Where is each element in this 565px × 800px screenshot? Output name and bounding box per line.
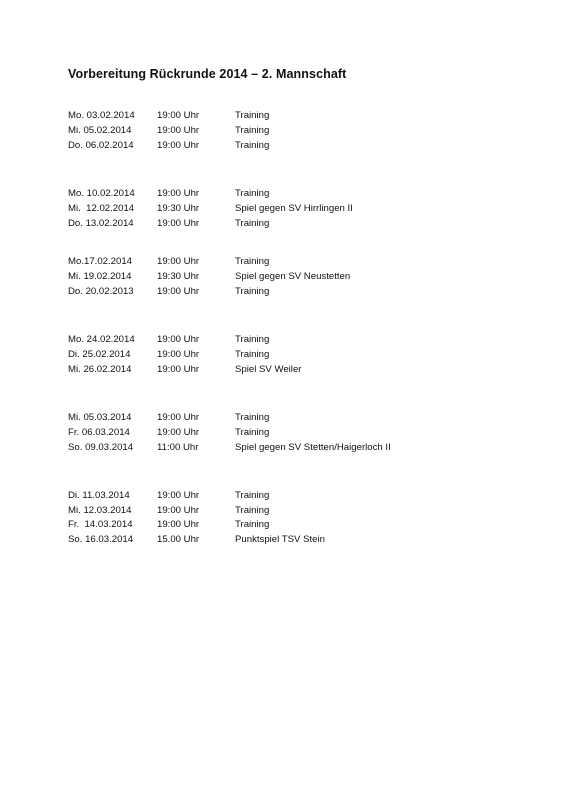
schedule-date: Mi. 05.02.2014 [68,125,132,136]
schedule-time: 19:00 Uhr [157,412,200,423]
schedule-row [0,202,565,216]
schedule-date: So. 16.03.2014 [68,534,134,545]
schedule-event: Training [235,286,270,297]
schedule-date: Do. 06.02.2014 [68,140,134,151]
schedule-time: 19:00 Uhr [157,110,200,121]
schedule-row [0,255,565,269]
schedule-event: Training [235,140,270,151]
schedule-row [0,333,565,347]
schedule-event: Training [235,188,270,199]
schedule-time: 19:00 Uhr [157,334,200,345]
schedule-time: 19:00 Uhr [157,218,200,229]
schedule-date: Mo. 24.02.2014 [68,334,135,345]
schedule-row [0,187,565,201]
schedule-event: Training [235,125,270,136]
schedule-time: 19:00 Uhr [157,256,200,267]
schedule-time: 11:00 Uhr [157,442,199,453]
schedule-event: Spiel gegen SV Stetten/Haigerloch II [235,442,391,453]
schedule-row [0,363,565,377]
schedule-event: Training [235,218,270,229]
schedule-row [0,533,565,547]
schedule-event: Spiel gegen SV Neustetten [235,271,351,282]
schedule-row [0,411,565,425]
schedule-row [0,441,565,455]
schedule-date: Fr. 06.03.2014 [68,427,130,438]
schedule-event: Training [235,519,270,530]
schedule-date: Mi. 12.03.2014 [68,505,132,516]
schedule-date: Mi. 26.02.2014 [68,364,132,375]
schedule-row [0,518,565,532]
schedule-time: 19:00 Uhr [157,490,200,501]
schedule-row [0,217,565,231]
schedule-event: Training [235,490,270,501]
schedule-time: 19:00 Uhr [157,140,200,151]
schedule-event: Punktspiel TSV Stein [235,534,325,545]
schedule-row [0,139,565,153]
schedule-date: Mo. 10.02.2014 [68,188,135,199]
schedule-row [0,285,565,299]
schedule-date: Mo. 03.02.2014 [68,110,135,121]
schedule-event: Training [235,110,270,121]
schedule-date: Do. 13.02.2014 [68,218,134,229]
schedule-row [0,489,565,503]
schedule-event: Training [235,505,270,516]
schedule-time: 19:00 Uhr [157,349,200,360]
schedule-date: Mi. 05.03.2014 [68,412,132,423]
schedule-time: 19:00 Uhr [157,505,200,516]
document-title: Vorbereitung Rückrunde 2014 – 2. Mannschaft [68,67,347,81]
schedule-row [0,426,565,440]
schedule-time: 19:00 Uhr [157,188,200,199]
schedule-row [0,109,565,123]
schedule-time: 15.00 Uhr [157,534,200,545]
schedule-time: 19:00 Uhr [157,125,200,136]
schedule-event: Training [235,256,270,267]
schedule-row [0,270,565,284]
schedule-time: 19:00 Uhr [157,427,200,438]
schedule-date: Do. 20.02.2013 [68,286,134,297]
schedule-time: 19:30 Uhr [157,271,200,282]
schedule-date: Di. 25.02.2014 [68,349,131,360]
schedule-time: 19:00 Uhr [157,364,200,375]
schedule-event: Training [235,412,270,423]
schedule-date: Mi. 19.02.2014 [68,271,132,282]
schedule-event: Spiel gegen SV Hirrlingen II [235,203,353,214]
schedule-date: Mo.17.02.2014 [68,256,133,267]
schedule-date: So. 09.03.2014 [68,442,134,453]
schedule-row [0,504,565,518]
schedule-time: 19:30 Uhr [157,203,200,214]
schedule-row [0,348,565,362]
schedule-date: Fr. 14.03.2014 [68,519,133,530]
schedule-date: Mi. 12.02.2014 [68,203,135,214]
schedule-event: Training [235,349,270,360]
schedule-date: Di. 11.03.2014 [68,490,130,501]
schedule-time: 19:00 Uhr [157,519,200,530]
schedule-event: Training [235,427,270,438]
schedule-event: Training [235,334,270,345]
schedule-time: 19:00 Uhr [157,286,200,297]
schedule-row [0,124,565,138]
schedule-event: Spiel SV Weiler [235,364,302,375]
